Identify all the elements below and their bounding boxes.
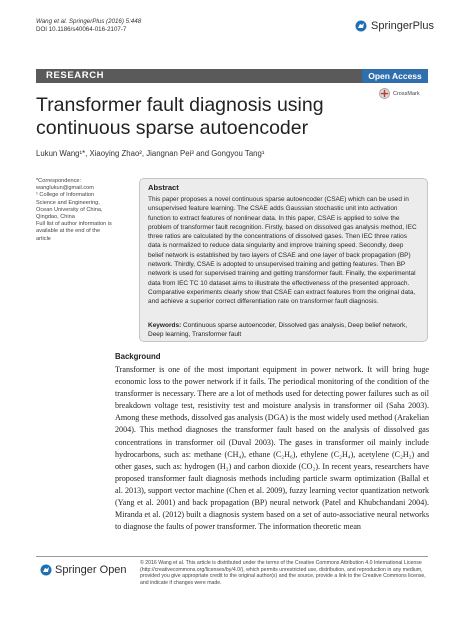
author-info-sidebar [36,178,112,243]
springer-horse-icon [355,20,367,32]
open-access-badge: Open Access [362,69,428,83]
background-heading: Background [115,352,161,361]
background-body: Transformer is one of the most important equipment in power network. It will bring huge economic loss to the power network if it fails. The periodical monitoring of the condition of the transformer is necessary. There are a lot of methods used for detecting power failures such as oil breakdown voltage test, resistivity test and moisture analysis in transformer oil (Saha 2003). Among these methods, dissolved gas analysis (DGA) is the most widely used method (Arakelian 2004). This method diagnoses the transformer fault based on the analysis of dissolved gas concentrations in transformer oil (Duval 2003). The gases in transformer oil mainly include hydrocarbons, such as: methane (CH₄), ethane (C₂H₆), ethylene (C₂H₄), acetylene (C₂H₂) and other gases, such as: hydrogen (H₂) and carbon dioxide (CO₂). In recent years, researchers have proposed transformer fault diagnosis methods including particle swarm optimization (Ballal et al. 2013), support vector machine (Chen et al. 2009), fuzzy learning vector quantization network (Yang et al. 2001) and back propagation (BP) neural network (Patel and Khubchandani 2004). Miranda et al. (2012) built a diagnosis system based on a set of auto-associative neural networks to diagnose the faults of power transformer. The information theoretic mean [115,365,429,532]
abstract-text: This paper proposes a novel continuous sparse autoencoder (CSAE) which can be used in unsupervised feature learning. The CSAE adds Gaussian stochastic unit into activation function to extract features of nonlinear data. In this paper, CSAE is applied to solve the problem of transformer fault recognition. Firstly, based on dissolved gas analysis method, IEC three ratios are calculated by the concentrations of dissolved gases. Then IEC three ratios data is normalized to reduce data singularity and improve training speed. Secondly, deep belief network is established by two layers of CSAE and one layer of back propagation (BP) network. Thirdly, CSAE is adopted to unsupervised training and getting features. Then BP network is used for supervised training and getting transformer fault. Finally, the experimental data from IEC TC 10 dataset aims to illustrate the effectiveness of the presented approach. Comparative experiments clearly show that CSAE can extract features from the original data, and achieve a superior correct differentiation rate on transformer fault diagnosis. [148,196,417,306]
affiliation: ¹ College of Information Science and Engineering, Ocean University of China, Qingdao, China [36,192,103,221]
citation-journal: Wang et al. SpringerPlus (2016) 5:448 [36,18,142,25]
section-label: RESEARCH [46,70,105,81]
keywords-label: Keywords: [148,322,182,329]
keywords-list: Continuous sparse autoencoder, Dissolved gas analysis, Deep belief network, Deep learning, Transformer fault [148,322,408,339]
footer-logo-label: Springer Open [55,564,127,576]
brand-label: SpringerPlus [371,20,434,32]
article-title: Transformer fault diagnosis using continuous sparse autoencoder [36,94,324,139]
license-text: © 2016 Wang et al. This article is distributed under the terms of the Creative Commons Attribution 4.0 International License (http://creativecommons.org/licenses/by/4.0/), which permits unrestricted use, distribution, and reproduction in any medium, provided you give appropriate credit to the original author(s) and the source, provide a link to the Creative Commons license, and indicate if changes were made. [140,560,426,587]
author-list: Lukun Wang¹*, Xiaoying Zhao², Jiangnan Pei³ and Gongyou Tang¹ [36,149,265,158]
crossmark-label: CrossMark [393,90,420,97]
springerplus-logo[interactable] [355,20,434,32]
springer-open-logo[interactable] [40,564,127,576]
correspondence-label: *Correspondence: [36,178,82,184]
crossmark-button[interactable] [379,88,420,99]
abstract-heading: Abstract [148,183,179,192]
footer-divider [36,556,428,557]
author-info-note: Full list of author information is available at the end of the article [36,221,112,242]
crossmark-icon [379,88,390,99]
abstract-box [139,178,428,342]
correspondence-email[interactable]: wanglukun@gmail.com [36,185,94,192]
keywords [148,321,420,340]
citation-doi[interactable]: DOI 10.1186/s40064-016-2107-7 [36,26,127,33]
springer-horse-icon [40,564,52,576]
article-type-bar [36,69,428,83]
citation-block [36,18,141,34]
